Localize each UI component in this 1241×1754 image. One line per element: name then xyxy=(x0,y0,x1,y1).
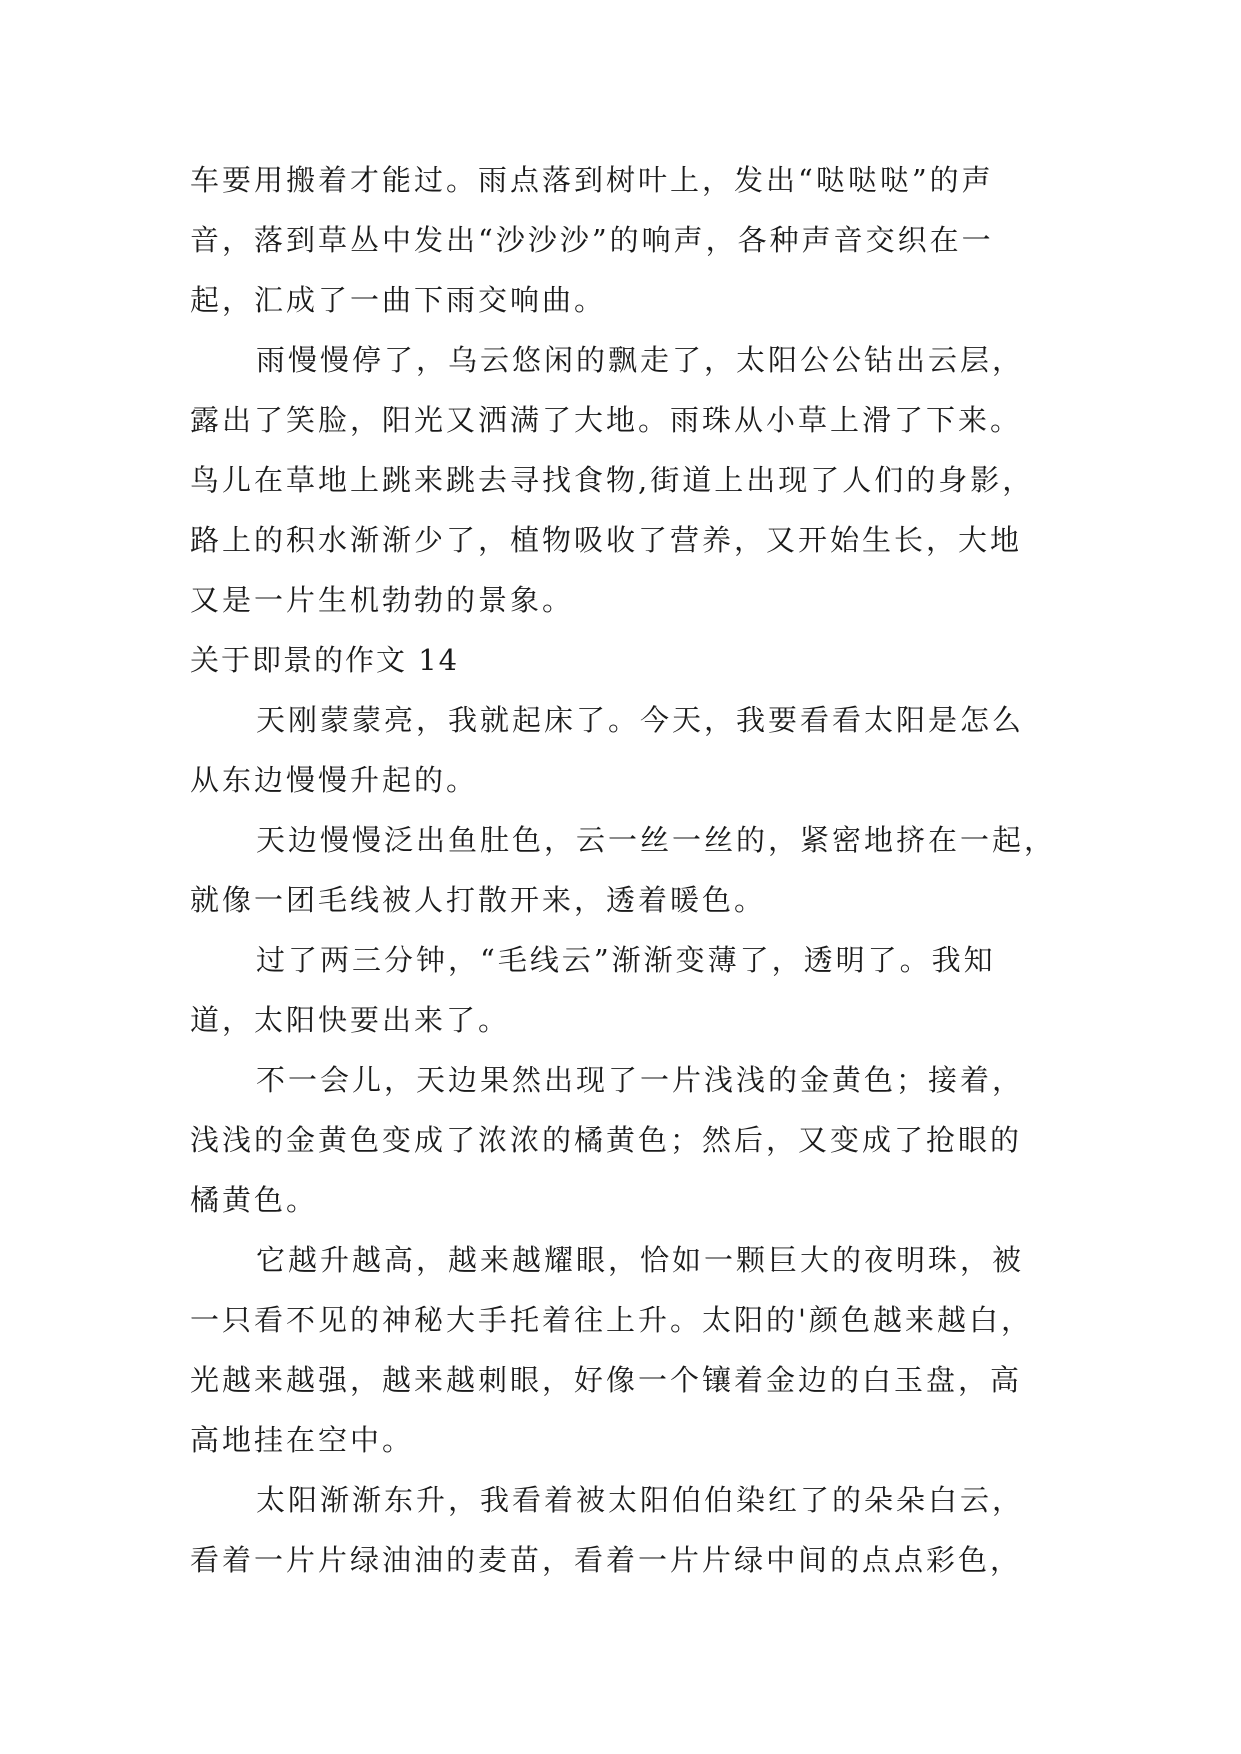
text-line: 从东边慢慢升起的。 xyxy=(190,763,479,797)
text-line: 露出了笑脸，阳光又洒满了大地。雨珠从小草上滑了下来。 xyxy=(190,403,1023,437)
text-line: 道，太阳快要出来了。 xyxy=(190,1003,511,1037)
text-line: 它越升越高，越来越耀眼，恰如一颗巨大的夜明珠，被 xyxy=(256,1243,1025,1277)
text-line: 高地挂在空中。 xyxy=(190,1423,415,1457)
text-line: 天边慢慢泛出鱼肚色，云一丝一丝的，紧密地挤在一起， xyxy=(256,823,1057,857)
text-line: 起，汇成了一曲下雨交响曲。 xyxy=(190,283,607,317)
section-heading: 关于即景的作文 14 xyxy=(190,643,460,677)
document-body xyxy=(190,150,1070,1590)
text-line: 橘黄色。 xyxy=(190,1183,319,1217)
text-line: 雨慢慢停了，乌云悠闲的飘走了，太阳公公钻出云层， xyxy=(256,343,1025,377)
text-line: 浅浅的金黄色变成了浓浓的橘黄色；然后，又变成了抢眼的 xyxy=(190,1123,1023,1157)
text-line: 太阳渐渐东升，我看着被太阳伯伯染红了的朵朵白云， xyxy=(256,1483,1025,1517)
text-line: 音，落到草丛中发出“沙沙沙”的响声，各种声音交织在一 xyxy=(190,223,994,257)
text-line: 就像一团毛线被人打散开来，透着暖色。 xyxy=(190,883,767,917)
text-line: 鸟儿在草地上跳来跳去寻找食物,街道上出现了人们的身影， xyxy=(190,463,1035,497)
text-line: 车要用搬着才能过。雨点落到树叶上，发出“哒哒哒”的声 xyxy=(190,163,994,197)
text-line: 路上的积水渐渐少了，植物吸收了营养，又开始生长，大地 xyxy=(190,523,1023,557)
text-line: 又是一片生机勃勃的景象。 xyxy=(190,583,575,617)
text-line: 看着一片片绿油油的麦苗，看着一片片绿中间的点点彩色， xyxy=(190,1543,1023,1577)
text-line: 天刚蒙蒙亮，我就起床了。今天，我要看看太阳是怎么 xyxy=(256,703,1025,737)
text-line: 不一会儿，天边果然出现了一片浅浅的金黄色；接着， xyxy=(256,1063,1025,1097)
text-line: 一只看不见的神秘大手托着往上升。太阳的'颜色越来越白， xyxy=(190,1303,1033,1337)
text-line: 光越来越强，越来越刺眼，好像一个镶着金边的白玉盘，高 xyxy=(190,1363,1023,1397)
text-line: 过了两三分钟，“毛线云”渐渐变薄了，透明了。我知 xyxy=(256,943,996,977)
